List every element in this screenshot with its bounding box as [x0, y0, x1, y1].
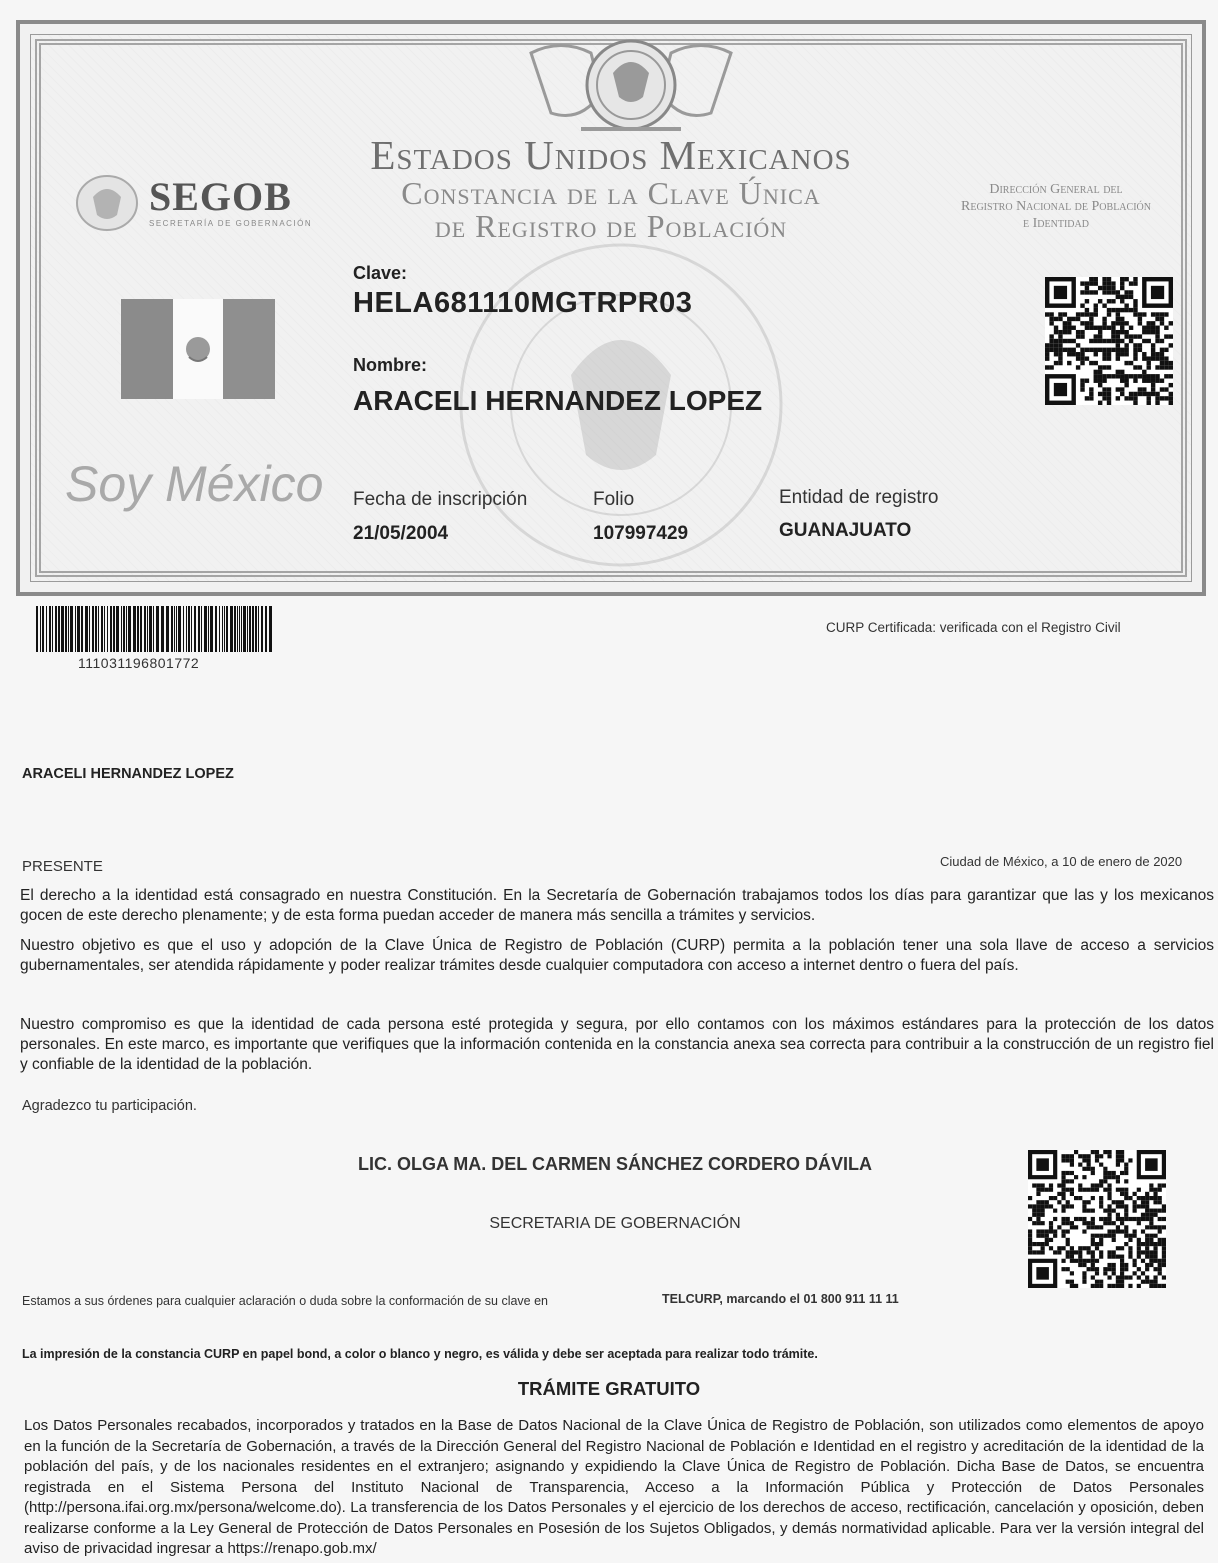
contact-note: Estamos a sus órdenes para cualquier aclaración o duda sobre la conformación de su clave en	[22, 1294, 549, 1308]
signer-title: SECRETARIA DE GOBERNACIÓN	[489, 1215, 741, 1232]
letter-place-date: Ciudad de México, a 10 de enero de 2020	[940, 854, 1183, 869]
segob-subtitle: SECRETARÍA DE GOBERNACIÓN	[149, 219, 313, 228]
name-value: ARACELI HERNANDEZ LOPEZ	[353, 385, 763, 416]
validity-note: La impresión de la constancia CURP en papel bond, a color o blanco y negro, es válida y debe ser aceptada para realizar todo trámite.	[22, 1347, 818, 1361]
soy-mexico-slogan: Soy México	[65, 456, 324, 512]
dgrnpi-heading	[911, 181, 1201, 232]
entidad-registro-label: Entidad de registro	[779, 487, 939, 508]
fecha-inscripcion-label: Fecha de inscripción	[353, 489, 528, 510]
fecha-inscripcion-value: 21/05/2004	[353, 523, 449, 544]
document-subtitle-line1: Constancia de la Clave Única	[401, 175, 821, 211]
letter-paragraph-1: El derecho a la identidad está consagrado en nuestra Constitución. En la Secretaría de Gobernación trabajamos todos los días para garantizar que las y los mexicanos gocen de este derecho plenamente; y de esta forma puedan acceder de manera más sencilla a trámites y servicios.	[20, 887, 1214, 924]
mexican-flag-icon	[121, 299, 275, 399]
curp-certificate-card	[16, 20, 1206, 596]
curp-value: HELA681110MGTRPR03	[353, 287, 693, 319]
folio-value: 107997429	[593, 523, 689, 544]
curp-certified-note: CURP Certificada: verificada con el Registro Civil	[826, 620, 1121, 635]
free-procedure-heading: TRÁMITE GRATUITO	[517, 1378, 701, 1399]
card-inner-border	[30, 34, 1192, 582]
qr-code-signature-icon	[1028, 1150, 1166, 1288]
privacy-notice: Los Datos Personales recabados, incorporados y tratados en la Base de Datos Nacional de la Clave Única de Registro de Población, son utilizados como elementos de apoyo en la función de la Secretaría de Gobernación, a través de la Dirección General del Registro Nacional de Población e Identidad en el registro y acreditación de la identidad de la población del país, y de los nacionales residentes en el extranjero; asignando y expidiendo la Clave Única de Registro de Población. Dicha Base de Datos, se encuentra registrada en el Sistema Persona del Instituto Nacional de Transparencia, Acceso a la Información Pública y Protección de Datos Personales (http://persona.ifai.org.mx/persona/welcome.do). La transferencia de los Datos Personales y el ejercicio de los derechos de acceso, rectificación, cancelación y oposición, deben realizarse conforme a la Ley General de Protección de Datos Personales en Posesión de los Sujetos Obligados, y demás normatividad aplicable. Para ver la versión integral del aviso de privacidad ingresar a https://renapo.gob.mx/	[24, 1417, 1204, 1557]
letter-paragraph-2: Nuestro objetivo es que el uso y adopción de la Clave Única de Registro de Población (CURP) permita a la población tener una sola llave de acceso a servicios gubernamentales, ser atendida rápidamente y poder realizar trámites desde cualquier computadora con acceso a internet dentro o fuera del país.	[20, 937, 1214, 974]
dgrnpi-line1: Dirección General del	[989, 182, 1123, 197]
entidad-registro-value: GUANAJUATO	[779, 520, 912, 541]
nombre-label: Nombre:	[353, 355, 428, 375]
document-title: Estados Unidos Mexicanos	[370, 132, 852, 178]
signer-name: LIC. OLGA MA. DEL CARMEN SÁNCHEZ CORDERO DÁVILA	[357, 1154, 872, 1174]
barcode-number: 111031196801772	[78, 655, 200, 671]
letter-paragraph-3: Nuestro compromiso es que la identidad de cada persona esté protegida y segura, por ello contamos con los máximos estándares para la protección de los datos personales. En este marco, es importante que verifiques que la información contenida en la constancia anexa sea correcta para contribuir a la construcción de un registro fiel y confiable de la identidad de la población.	[20, 1016, 1214, 1073]
barcode-icon	[36, 606, 274, 652]
national-crest-icon	[521, 33, 741, 145]
telcurp-phone: TELCURP, marcando el 01 800 911 11 11	[662, 1292, 899, 1306]
letter-thanks: Agradezco tu participación.	[22, 1098, 197, 1114]
letter-presente: PRESENTE	[22, 858, 103, 875]
folio-label: Folio	[593, 489, 635, 510]
dgrnpi-line2: Registro Nacional de Población	[961, 199, 1151, 214]
dgrnpi-line3: e Identidad	[1023, 216, 1089, 231]
segob-logo-text: SEGOB	[149, 174, 292, 219]
letter-addressee: ARACELI HERNANDEZ LOPEZ	[22, 766, 234, 782]
qr-code-icon	[1045, 277, 1173, 405]
clave-label: Clave:	[353, 263, 408, 283]
segob-shield-icon	[73, 173, 141, 233]
document-subtitle-line2: de Registro de Población	[434, 208, 788, 244]
